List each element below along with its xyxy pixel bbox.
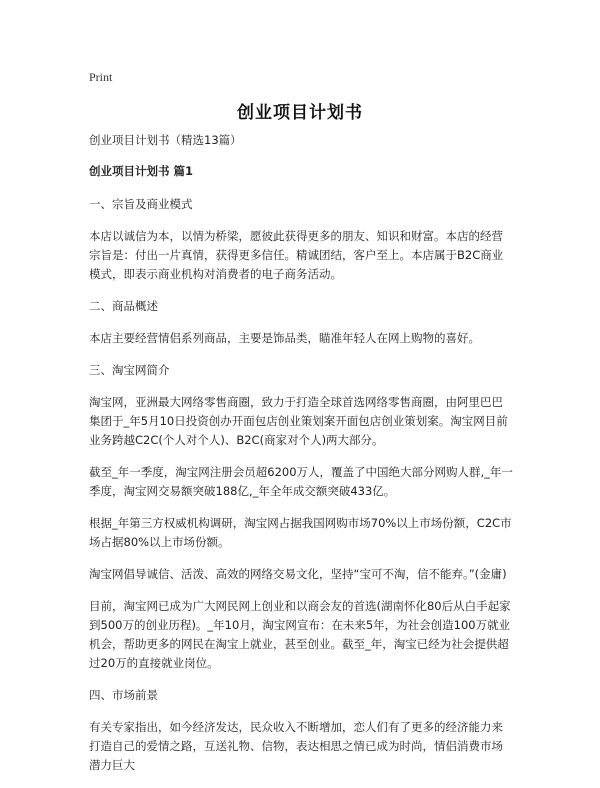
article-heading: 创业项目计划书 篇1	[89, 164, 194, 178]
paragraph: 淘宝网，亚洲最大网络零售商圈，致力于打造全球首选网络零售商圈，由阿里巴巴集团于_年5月10日投资创办开面包店创业策划案开面包店创业策划案。淘宝网目前业务跨越C2C(个人对个人)、B2C(商家对个人)两大部分。	[89, 395, 508, 447]
paragraph: 根据_年第三方权威机构调研，淘宝网占据我国网购市场70%以上市场份额，C2C市场占据80%以上市场份额。	[89, 516, 512, 549]
document-body	[89, 131, 514, 788]
paragraph: 截至_年一季度，淘宝网注册会员超6200万人，覆盖了中国绝大部分网购人群,_年一季度，淘宝网交易额突破188亿,_年全年成交额突破433亿。	[89, 465, 513, 498]
print-link[interactable]: Print	[89, 70, 113, 84]
section-heading: 四、市场前景	[89, 688, 158, 702]
paragraph: 本店以诚信为本，以情为桥梁，愿彼此获得更多的朋友、知识和财富。本店的经营宗旨是：付出一片真情，获得更多信任。精诚团结，客户至上。本店属于B2C商业模式，即表示商业机构对消费者的电子商务活动。	[89, 229, 504, 281]
paragraph: 淘宝网倡导诚信、活泼、高效的网络交易文化，坚持“宝可不淘，信不能弃。”(金庸)	[89, 567, 507, 581]
paragraph: 本店主要经营情侣系列商品，主要是饰品类，瞄准年轻人在网上购物的喜好。	[89, 331, 480, 345]
section-heading: 一、宗旨及商业模式	[89, 197, 193, 211]
document-subtitle: 创业项目计划书（精选13篇）	[89, 133, 242, 147]
section-heading: 三、淘宝网简介	[89, 363, 170, 377]
paragraph: 目前，淘宝网已成为广大网民网上创业和以商会友的首选(湖南怀化80后从白手起家到500万的创业历程)。_年10月，淘宝网宣布：在未来5年，为社会创造100万就业机会，帮助更多的网民在淘宝上就业，甚至创业。截至_年，淘宝已经为社会提供超过20万的直接就业岗位。	[89, 599, 511, 670]
paragraph: 有关专家指出，如今经济发达，民众收入不断增加，恋人们有了更多的经济能力来打造自己的爱情之路，互送礼物、信物，表达相思之情已成为时尚，情侣消费市场潜力巨大	[89, 720, 503, 772]
page-title: 创业项目计划书	[237, 103, 363, 123]
section-heading: 二、商品概述	[89, 299, 158, 313]
